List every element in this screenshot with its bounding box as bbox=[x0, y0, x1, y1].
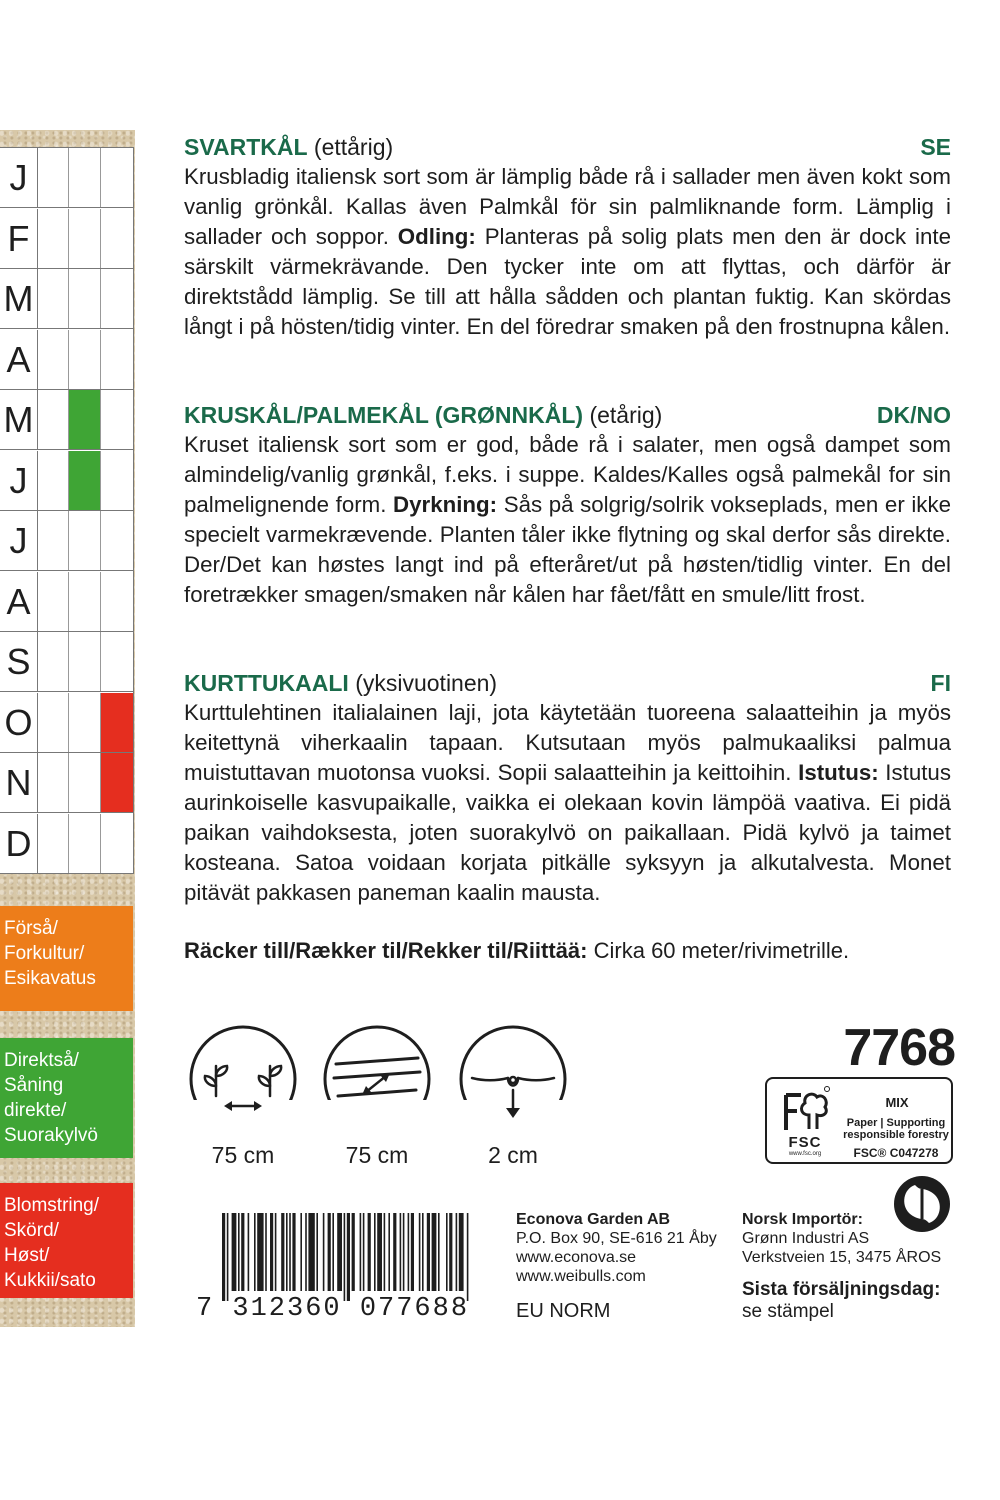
barcode-bar bbox=[360, 1213, 362, 1291]
barcode-bar bbox=[393, 1213, 396, 1291]
barcode-bar bbox=[363, 1213, 365, 1291]
importer-title: Norsk Importör: bbox=[742, 1211, 863, 1228]
barcode-bar bbox=[347, 1213, 350, 1301]
importer-address bbox=[742, 1210, 941, 1267]
calendar-month-row bbox=[0, 148, 133, 208]
barcode-bar bbox=[377, 1213, 382, 1291]
calendar-cell bbox=[101, 209, 133, 268]
supplier-web-weibulls[interactable]: www.weibulls.com bbox=[516, 1268, 646, 1285]
month-letter: J bbox=[0, 148, 38, 207]
calendar-month-row bbox=[0, 814, 133, 874]
calendar-cell bbox=[101, 814, 133, 873]
supplier-name: Econova Garden AB bbox=[516, 1211, 671, 1228]
calendar-cell bbox=[37, 330, 69, 389]
section-body bbox=[184, 698, 951, 908]
body-bold-label: Istutus: bbox=[798, 760, 879, 785]
barcode-bar bbox=[257, 1213, 263, 1291]
calendar-cell bbox=[37, 814, 69, 873]
fsc-logo-text: FSC bbox=[788, 1134, 822, 1151]
legend-indoor-sowing bbox=[0, 906, 133, 1011]
calendar-cell bbox=[69, 753, 101, 812]
calendar-month-row bbox=[0, 572, 133, 632]
calendar-month-row bbox=[0, 693, 133, 753]
calendar-month-row bbox=[0, 209, 133, 269]
barcode-bar bbox=[344, 1213, 346, 1301]
calendar-cell bbox=[69, 693, 101, 752]
importer-line: Grønn Industri AS bbox=[742, 1230, 870, 1247]
section-body bbox=[184, 162, 951, 342]
calendar-cell bbox=[101, 693, 133, 752]
calendar-month-row bbox=[0, 451, 133, 511]
month-letter: N bbox=[0, 753, 38, 812]
section-heading bbox=[184, 132, 951, 162]
plant-spacing-label: 75 cm bbox=[211, 1142, 275, 1168]
month-letter: O bbox=[0, 693, 38, 752]
barcode-bar bbox=[427, 1213, 430, 1291]
barcode-bar bbox=[337, 1213, 342, 1291]
language-code: DK/NO bbox=[876, 402, 951, 428]
calendar-cell bbox=[37, 511, 69, 570]
month-letter: D bbox=[0, 814, 38, 873]
barcode-bar bbox=[270, 1213, 273, 1291]
supplier-address bbox=[516, 1210, 717, 1286]
calendar-cell bbox=[69, 632, 101, 691]
legend-indoor-label: Förså/ Forkultur/ Esikavatus bbox=[4, 918, 96, 989]
month-letter: J bbox=[0, 511, 38, 570]
barcode-bar bbox=[308, 1213, 314, 1291]
fsc-paper-text: Paper | Supporting responsible forestry bbox=[843, 1117, 949, 1141]
supplier-line: P.O. Box 90, SE-616 21 Åby bbox=[516, 1230, 717, 1247]
last-sale-title: Sista försäljningsdag: bbox=[742, 1279, 941, 1300]
calendar-cell bbox=[37, 209, 69, 268]
barcode-bar bbox=[254, 1213, 256, 1291]
language-code: SE bbox=[920, 134, 951, 160]
barcode-bar bbox=[449, 1213, 452, 1291]
barcode-bar bbox=[459, 1213, 464, 1291]
calendar-cell bbox=[101, 753, 133, 812]
plant-spacing-icon bbox=[188, 1024, 298, 1134]
calendar-cell bbox=[69, 390, 101, 449]
barcode-bar bbox=[227, 1213, 229, 1301]
last-sale-date bbox=[742, 1279, 940, 1323]
barcode-bar bbox=[403, 1213, 405, 1291]
variety-lifecycle: (yksivuotinen) bbox=[355, 670, 498, 696]
calendar-cell bbox=[69, 330, 101, 389]
calendar-cell bbox=[37, 390, 69, 449]
barcode-bar bbox=[446, 1213, 448, 1291]
body-text: Kruset italiensk sort som er god, både rå i salater, men også dampet som almindelig/vanlig grønkål, f.eks. i suppe. Kaldes/Kalles også palmekål for sin palmelignende form. bbox=[184, 432, 951, 517]
month-letter: M bbox=[0, 269, 38, 328]
legend-direct-label: Direktså/ Såning direkte/ Suorakylvö bbox=[4, 1050, 98, 1146]
month-letter: J bbox=[0, 451, 38, 510]
sowing-depth-label: 2 cm bbox=[488, 1142, 538, 1168]
barcode-bar bbox=[281, 1213, 284, 1291]
yield-label: Räcker till/Rækker til/Rekker til/Riittää: bbox=[184, 938, 588, 963]
calendar-cell bbox=[101, 330, 133, 389]
body-text: Istutus aurinkoiselle kasvupaikalle, vaikka ei olekaan kovin lämpöä vaativa. Ei pidä paikan vaihdoksesta, joten suorakylvö on paikallaan. Pidä kylvö ja taimet kosteana. Satoa voidaan korjata pitkälle syksyyn ja alkutalvesta. Monet pitävät pakkasen paneman kaalin mausta. bbox=[184, 760, 951, 905]
month-letter: A bbox=[0, 330, 38, 389]
calendar-cell bbox=[37, 753, 69, 812]
yield-value: Cirka 60 meter/rivimetrille. bbox=[593, 938, 850, 963]
section-fi bbox=[184, 668, 951, 908]
legend-direct-sowing bbox=[0, 1038, 133, 1158]
section-body bbox=[184, 430, 951, 610]
barcode-bar bbox=[323, 1213, 325, 1291]
barcode-bar bbox=[422, 1213, 424, 1291]
calendar-month-row bbox=[0, 753, 133, 813]
barcode-bar bbox=[438, 1213, 440, 1291]
language-code: FI bbox=[930, 670, 951, 696]
fsc-code: FSC® C047278 bbox=[853, 1146, 939, 1160]
article-number: 7768 bbox=[843, 1019, 955, 1077]
barcode-bar bbox=[238, 1213, 240, 1291]
barcode-bar bbox=[374, 1213, 376, 1291]
barcode-bar bbox=[289, 1213, 291, 1291]
section-se bbox=[184, 132, 951, 342]
barcode-bar bbox=[300, 1213, 302, 1291]
row-spacing-icon bbox=[322, 1024, 432, 1134]
section-heading bbox=[184, 400, 951, 430]
barcode-bar bbox=[286, 1213, 288, 1291]
barcode-bar bbox=[419, 1213, 421, 1291]
month-calendar-grid bbox=[0, 147, 134, 874]
row-spacing-label: 75 cm bbox=[345, 1142, 409, 1168]
calendar-cell bbox=[101, 148, 133, 207]
barcode-bar bbox=[248, 1213, 250, 1291]
month-letter: M bbox=[0, 390, 38, 449]
calendar-month-row bbox=[0, 269, 133, 329]
variety-name: KURTTUKAALI bbox=[184, 670, 349, 696]
barcode-bar bbox=[352, 1213, 355, 1291]
sowing-depth-icon bbox=[458, 1024, 568, 1134]
calendar-cell bbox=[101, 451, 133, 510]
barcode-bar bbox=[332, 1213, 334, 1291]
calendar-cell bbox=[37, 632, 69, 691]
fsc-mix: MIX bbox=[885, 1095, 909, 1110]
calendar-cell bbox=[37, 148, 69, 207]
fsc-tree-icon bbox=[781, 1085, 831, 1135]
barcode-bar bbox=[411, 1213, 414, 1291]
barcode-bar bbox=[467, 1213, 469, 1301]
fsc-url: www.fsc.org bbox=[788, 1151, 822, 1157]
ean-barcode bbox=[220, 1213, 470, 1301]
calendar-cell bbox=[37, 269, 69, 328]
barcode-bar bbox=[241, 1213, 244, 1291]
calendar-cell bbox=[37, 572, 69, 631]
body-text: Sås på solgrig/solrik vokseplads, men er ikke specielt varmekrævende. Planten tåler ikke flytning og skal derfor sås direkte. Der/Det kan høstes langt ind på efteråret/ut på høsten/tidlig vinter. En del foretrækker smagen/smaken når kålen har fået/fått en smule/litt frost. bbox=[184, 492, 951, 607]
yield-line bbox=[184, 936, 849, 966]
calendar-month-row bbox=[0, 511, 133, 571]
calendar-cell bbox=[69, 209, 101, 268]
calendar-cell bbox=[101, 390, 133, 449]
section-heading bbox=[184, 668, 951, 698]
calendar-cell bbox=[69, 814, 101, 873]
calendar-cell bbox=[37, 693, 69, 752]
section-dk-no bbox=[184, 400, 951, 610]
body-bold-label: Odling: bbox=[397, 224, 476, 249]
month-letter: S bbox=[0, 632, 38, 691]
calendar-cell bbox=[101, 632, 133, 691]
body-text: Kurttulehtinen italialainen laji, jota käytetään tuoreena salaatteihin ja myös keitettynä viherkaalin tapaan. Kutsutaan myös palmukaaliksi palmua muistuttavan muotonsa vuoksi. Sopii salaatteihin ja keittoihin. bbox=[184, 700, 951, 785]
calendar-month-row bbox=[0, 390, 133, 450]
body-text: Krusbladig italiensk sort som är lämplig både rå i sallader men även kokt som vanlig grönkål. Kallas även Palmkål för sin palmliknande form. Lämplig i sallader och soppor. bbox=[184, 164, 951, 249]
calendar-cell bbox=[69, 511, 101, 570]
barcode-bar bbox=[265, 1213, 267, 1291]
calendar-cell bbox=[69, 572, 101, 631]
barcode-bar bbox=[368, 1213, 371, 1291]
calendar-month-row bbox=[0, 632, 133, 692]
barcode-bar bbox=[275, 1213, 277, 1291]
month-letter: A bbox=[0, 572, 38, 631]
barcode-bar bbox=[232, 1213, 237, 1291]
barcode-bar bbox=[292, 1213, 295, 1291]
legend-harvest bbox=[0, 1183, 133, 1298]
legend-harvest-label: Blomstring/ Skörd/ Høst/ Kukkii/sato bbox=[4, 1195, 100, 1291]
calendar-month-row bbox=[0, 330, 133, 390]
importer-line: Verkstveien 15, 3475 ÅROS bbox=[742, 1249, 942, 1266]
barcode-bar bbox=[222, 1213, 225, 1301]
barcode-digits: 7 312360 077688 bbox=[196, 1294, 470, 1324]
month-letter: F bbox=[0, 209, 38, 268]
calendar-cell bbox=[69, 148, 101, 207]
barcode-bar bbox=[384, 1213, 386, 1291]
supplier-web-econova[interactable]: www.econova.se bbox=[516, 1249, 637, 1266]
variety-lifecycle: (ettårig) bbox=[313, 134, 394, 160]
variety-lifecycle: (etårig) bbox=[589, 402, 663, 428]
last-sale-value: se stämpel bbox=[742, 1301, 834, 1322]
calendar-cell bbox=[101, 572, 133, 631]
calendar-cell bbox=[37, 451, 69, 510]
calendar-cell bbox=[69, 451, 101, 510]
variety-name: SVARTKÅL bbox=[184, 134, 308, 160]
barcode-bar bbox=[400, 1213, 402, 1291]
body-text: Planteras på solig plats men den är dock inte särskilt värmekrävande. Den tycker inte om att flyttas, och därför är direktstådd lämplig. Se till att hålla sådden och plantan fuktig. Kan skördas långt i på hösten/tidig vinter. En del föredrar smaken på den frostnupna kålen. bbox=[184, 224, 951, 339]
calendar-cell bbox=[101, 269, 133, 328]
barcode-bar bbox=[432, 1213, 437, 1291]
barcode-bar bbox=[328, 1213, 331, 1291]
barcode-bar bbox=[456, 1213, 458, 1291]
fsc-label bbox=[765, 1077, 953, 1164]
variety-name: KRUSKÅL/PALMEKÅL (GRØNNKÅL) bbox=[184, 402, 584, 428]
barcode-bar bbox=[388, 1213, 390, 1291]
eu-norm: EU NORM bbox=[516, 1300, 611, 1322]
barcode-bar bbox=[305, 1213, 307, 1291]
calendar-cell bbox=[69, 269, 101, 328]
calendar-cell bbox=[101, 511, 133, 570]
barcode-bar bbox=[408, 1213, 410, 1291]
barcode-bar bbox=[316, 1213, 318, 1291]
body-bold-label: Dyrkning: bbox=[393, 492, 498, 517]
